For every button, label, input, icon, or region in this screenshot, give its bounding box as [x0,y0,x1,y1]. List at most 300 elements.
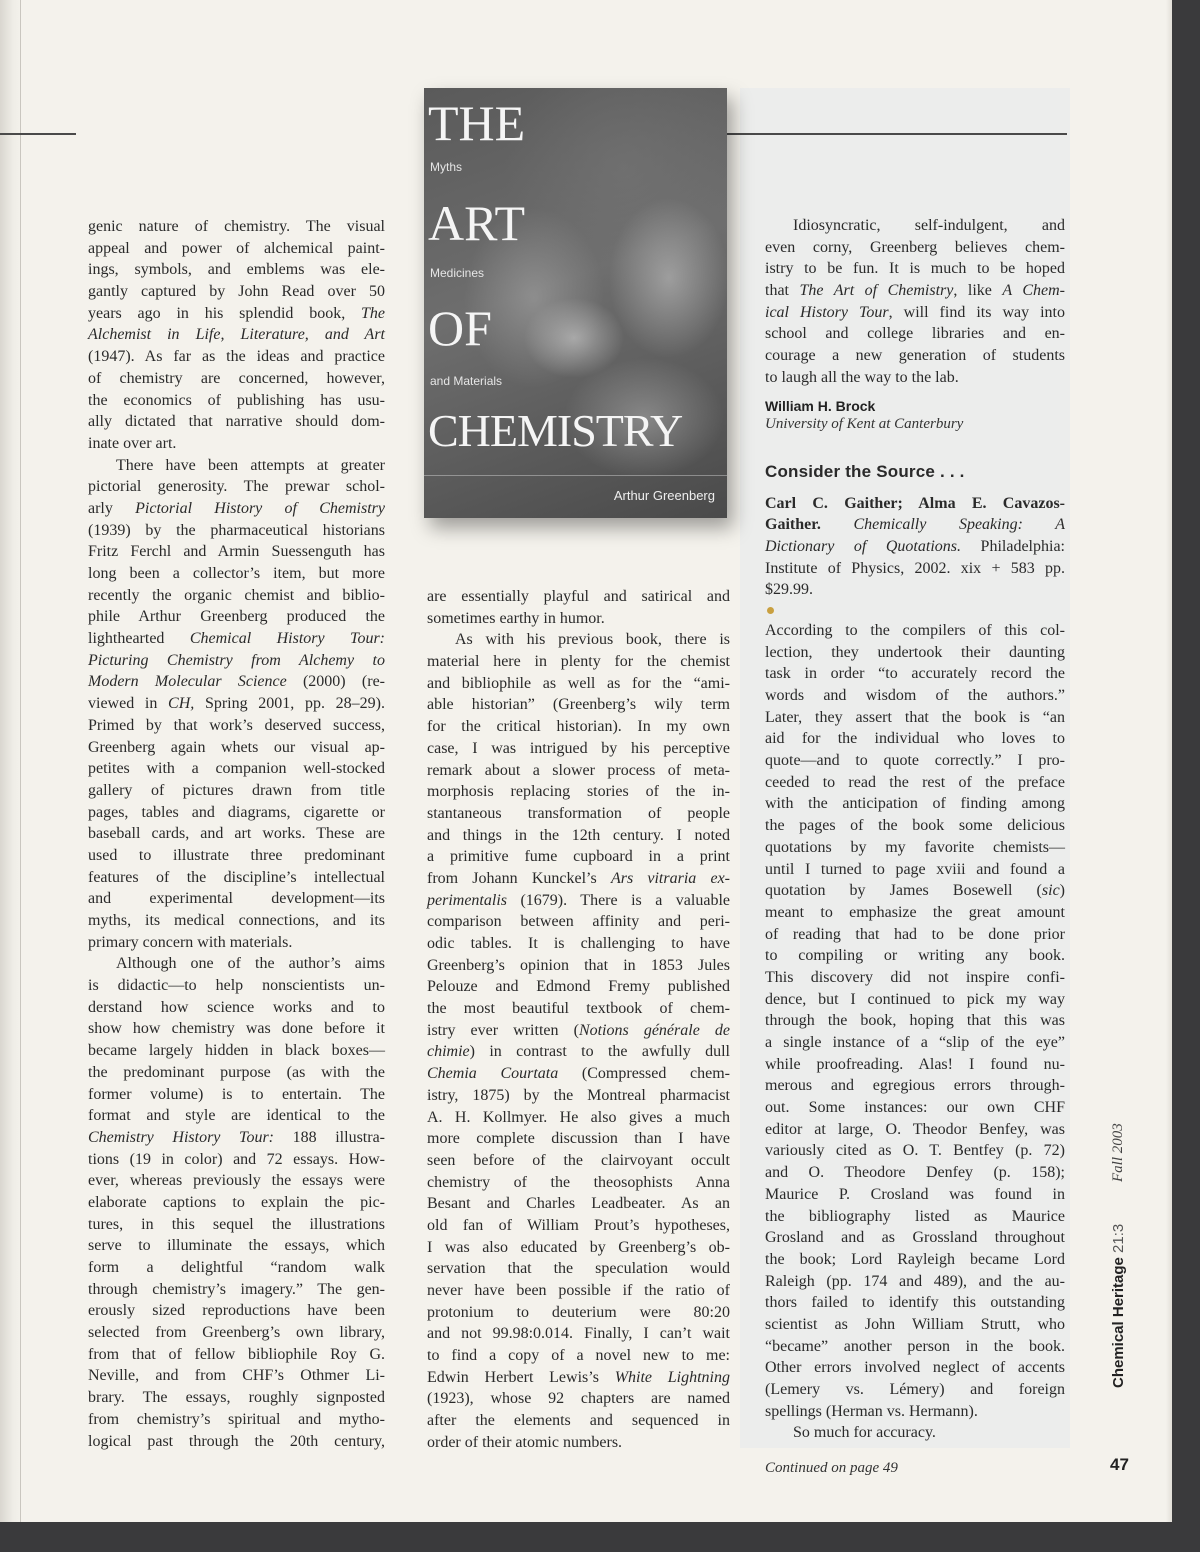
text-segment: Chemia Courtata [427,1065,559,1083]
text-segment: of chemistry are concerned, however, [88,369,385,387]
text-segment: phile Arthur Greenberg produced the [88,608,385,626]
text-segment: pictorial generosity. The prewar schol- [88,478,385,496]
text-line [765,750,1065,772]
text-line [88,758,385,780]
text-line [765,1249,1065,1271]
header-rule-right [727,133,1067,135]
text-segment: Later, they assert that the book is “an [765,708,1065,726]
text-segment: elaborate captions to explain the pic- [88,1193,385,1211]
text-segment: A. H. Kollmyer. He also gives a much [427,1108,730,1126]
text-segment: genic nature of chemistry. The visual [88,218,385,235]
text-segment: brary. The essays, roughly signposted [88,1389,385,1407]
text-segment: tures, in this sequel the illustrations [88,1215,385,1233]
text-line [427,1041,730,1063]
text-line [765,642,1065,664]
text-segment: (1939) by the pharmaceutical historians [88,521,385,539]
text-segment: the economics of publishing has usu- [88,391,385,409]
text-line [88,1344,385,1366]
page-number: 47 [1110,1455,1129,1474]
text-line [88,498,385,520]
text-line [427,890,730,912]
text-segment: A Chem- [1002,282,1066,300]
text-line [427,1410,730,1432]
text-line [765,1314,1065,1336]
text-line [88,1257,385,1279]
text-line [765,1010,1065,1032]
text-segment: The [361,304,385,322]
review-conclusion [765,215,1065,389]
text-line [765,493,1065,515]
text-segment: Alchemist in Life, Literature, and Art [88,326,385,344]
text-line [765,579,1065,601]
text-segment: , will find its way into [888,303,1065,321]
text-segment: dence, but I continued to pick my way [765,990,1065,1008]
text-segment: the pages of the book some delicious [765,817,1065,835]
text-line [88,1322,385,1344]
text-segment: seen before of the clairvoyant occult [427,1151,730,1169]
section-heading: Consider the Source . . . [765,461,965,481]
text-segment: There have been attempts at greater [116,456,385,474]
text-segment: 188 illustra- [274,1128,385,1146]
text-segment: format and style are identical to the [88,1107,385,1125]
text-line [765,707,1065,729]
text-line [765,902,1065,924]
text-segment: variously cited as O. T. Bentfey (p. 72) [765,1142,1065,1160]
text-line [765,1075,1065,1097]
text-segment: appeal and power of alchemical paint- [88,239,385,257]
text-segment: lection, they undertook their daunting [765,643,1065,661]
text-segment: myths, its medical connections, and its [88,912,385,929]
text-segment: morphosis replacing stories of the in- [427,783,730,801]
text-segment: ical History Tour [765,303,889,321]
text-line [88,541,385,563]
text-segment: selected from Greenberg’s own library, [88,1324,385,1342]
text-segment: istry to be fun. It is much to be hoped [765,260,1065,278]
text-line [765,1379,1065,1401]
text-line [88,845,385,867]
text-segment: ceeded to read the rest of the preface [765,773,1065,791]
text-line [765,237,1065,259]
cover-title-line: THE [428,95,526,151]
text-line [765,323,1065,345]
text-line [765,1140,1065,1162]
text-segment: Edwin Herbert Lewis’s [427,1368,615,1386]
bullet-row [765,601,1065,620]
text-line [88,1409,385,1431]
text-segment: protonium to deuterium were 80:20 [427,1303,730,1321]
text-segment: servation that the speculation would [427,1260,730,1278]
text-segment: quotation by James Bosewell ( [765,882,1042,900]
text-segment: chemistry of the theosophists Anna [427,1173,730,1191]
text-segment: words and wisdom of the authors.” [765,687,1065,704]
text-line [427,868,730,890]
text-segment: (1947). As far as the ideas and practice [88,348,385,366]
text-segment: Primed by that work’s deserved success, [88,716,385,734]
text-line [88,1127,385,1149]
cover-subtitle-line: Myths [430,160,463,174]
text-line [427,976,730,998]
text-segment: school and college libraries and en- [765,325,1065,343]
text-segment: never have been possible if the ratio of [427,1282,730,1299]
text-line [88,433,385,455]
text-segment: the most beautiful textbook of chem- [427,1000,730,1018]
text-line [427,1215,730,1237]
text-segment: Gaither. [765,516,821,534]
text-line [88,1214,385,1236]
text-segment: ever, whereas previously the essays were [88,1172,385,1190]
text-line [88,693,385,715]
text-segment: more complete discussion than I have [427,1130,730,1148]
text-segment: became largely hidden in black boxes— [88,1042,385,1060]
bullet-dot-icon [767,607,774,614]
text-line [88,259,385,281]
text-line [88,585,385,607]
text-line [427,586,730,608]
cover-rule [424,475,727,476]
text-line [427,1258,730,1280]
text-segment: used to illustrate three predominant [88,846,385,864]
text-segment: courage a new generation of students [765,347,1065,365]
text-line [427,673,730,695]
text-segment: White Lightning [614,1368,730,1386]
text-segment: Other errors involved neglect of accents [765,1359,1065,1377]
text-segment: ings, symbols, and emblems was ele- [88,261,385,279]
text-line [427,1345,730,1367]
text-segment: case, I was intrigued by his perceptive [427,739,730,757]
text-line [427,694,730,716]
text-segment: are essentially playful and satirical and [427,588,730,605]
text-segment: serve to illuminate the essays, which [88,1237,385,1255]
text-segment: Grosland and as Grossland throughout [765,1229,1065,1247]
text-line [88,1105,385,1127]
text-segment: is didactic—to help nonscientists un- [88,977,385,995]
text-segment: inate over art. [88,434,177,452]
text-segment: istry ever written ( [427,1021,579,1039]
text-segment: odic tables. It is challenging to have [427,935,730,952]
text-line [427,825,730,847]
text-segment: arly [88,499,136,517]
text-segment: (Lemery vs. Lémery) and foreign [765,1381,1065,1398]
text-segment: Institute of Physics, 2002. xix + 583 pp. [765,559,1065,577]
text-segment: the book; Lord Rayleigh became Lord [765,1250,1065,1268]
text-line [427,629,730,651]
text-line [427,803,730,825]
text-line [88,1387,385,1409]
text-line [88,520,385,542]
text-segment: meant to emphasize the great amount [765,903,1065,921]
text-segment: Maurice P. Crosland was found in [765,1185,1065,1203]
text-segment: ally dictated that narrative should dom- [88,413,385,431]
text-segment: editor at large, O. Theodor Benfey, was [765,1120,1065,1138]
text-line [427,1323,730,1345]
text-line [88,932,385,954]
text-line [427,716,730,738]
text-line [427,846,730,868]
text-segment: Spring 2001, pp. 28–29). [194,695,386,713]
reviewer-name: William H. Brock [765,397,876,414]
text-line [88,802,385,824]
text-line [765,837,1065,859]
text-segment: Philadelphia: [961,537,1065,555]
text-segment: petites with a companion well-stocked [88,760,385,778]
text-line [765,1357,1065,1379]
column-middle [427,586,730,1454]
text-line [765,345,1065,367]
text-segment: Although one of the author’s aims [116,955,385,973]
reviewer-affiliation: University of Kent at Canterbury [765,415,964,432]
text-line [427,1020,730,1042]
text-line [765,989,1065,1011]
text-segment: to laugh all the way to the lab. [765,368,959,386]
text-line [88,737,385,759]
text-line [765,685,1065,707]
text-line [427,1237,730,1259]
text-line [88,1300,385,1322]
text-line [765,1119,1065,1141]
text-segment: remark about a slower process of meta- [427,761,730,779]
text-segment: recently the organic chemist and biblio- [88,586,385,604]
text-segment: years ago in his splendid book, [88,304,361,322]
text-segment: order of their atomic numbers. [427,1433,623,1451]
text-line [765,1292,1065,1314]
text-line [88,390,385,412]
text-segment: quotations by my favorite chemists— [765,838,1065,856]
text-segment: and bibliophile as well as for the “ami- [427,674,730,692]
text-segment: gallery of pictures drawn from title [88,781,385,799]
text-line [88,910,385,932]
text-segment: the bibliography listed as Maurice [765,1207,1065,1225]
journal-name: Chemical Heritage [1110,1257,1127,1388]
text-line [88,823,385,845]
text-line [88,671,385,693]
text-line [765,772,1065,794]
text-segment: (1923), whose 92 chapters are named [427,1390,730,1408]
text-line [765,1422,1065,1444]
text-segment: Chemically Speaking: A [853,516,1066,534]
text-segment: sic [1041,882,1060,900]
text-line [765,1401,1065,1423]
text-line [427,1388,730,1410]
text-segment: derstand how science works and to [88,998,385,1016]
text-line [765,1162,1065,1184]
text-line [765,728,1065,750]
text-line [765,859,1065,881]
text-line [88,238,385,260]
text-line [765,558,1065,580]
text-segment: features of the discipline’s intellectual [88,868,385,886]
text-segment: comparison between affinity and peri- [427,913,730,931]
text-segment: pages, tables and diagrams, cigarette or [88,803,385,821]
text-segment: quote—and to quote correctly.” I pro- [765,752,1065,770]
text-segment: Carl C. Gaither; Alma E. Cavazos- [765,494,1065,512]
text-line [427,781,730,803]
text-line [427,738,730,760]
text-line [427,1302,730,1324]
text-line [765,815,1065,837]
text-segment: Pictorial History of Chemistry [135,499,386,517]
text-segment [821,516,854,533]
text-line [427,1172,730,1194]
text-segment: Idiosyncratic, self-indulgent, and [793,217,1065,234]
cover-subtitle-line: and Materials [430,374,503,388]
text-line [765,1206,1065,1228]
text-segment: to find a copy of a novel new to me: [427,1347,730,1365]
text-line [88,650,385,672]
text-segment: scientist as John William Strutt, who [765,1315,1065,1333]
text-line [88,1192,385,1214]
text-segment: thors failed to identify this outstanding [765,1294,1065,1312]
text-line [427,651,730,673]
text-line [765,215,1065,237]
text-segment: , like [953,282,1003,300]
text-segment: form a delightful “random walk [88,1259,385,1276]
text-segment: Modern Molecular Science [88,673,287,691]
text-segment: with the anticipation of finding among [765,795,1065,813]
text-segment: even corny, Greenberg believes chem- [765,238,1065,256]
text-segment: old fan of William Prout’s hypotheses, [427,1216,730,1234]
column-left [88,216,385,1452]
text-segment: of reading that had to be done prior [765,925,1065,943]
text-line [427,955,730,977]
text-segment: ) in contrast to the awfully dull [469,1043,730,1061]
text-segment: tions (19 in color) and 72 essays. How- [88,1150,385,1168]
text-segment: $29.99. [765,581,813,599]
text-line [88,1170,385,1192]
text-segment: from chemistry’s spiritual and mytho- [88,1410,385,1428]
text-segment: Neville, and from CHF’s Othmer Li- [88,1367,385,1385]
text-segment: gantly captured by John Read over 50 [88,283,385,301]
text-segment: baseball cards, and art works. These are [88,825,385,843]
text-line [765,663,1065,685]
text-segment: Notions générale de [578,1021,731,1039]
text-segment: Pelouze and Edmond Fremy published [427,978,730,996]
text-segment: Greenberg’s opinion that in 1853 Jules [427,956,730,974]
text-segment: Picturing Chemistry from Alchemy to [88,651,385,669]
text-segment: As with his previous book, there is [455,631,730,649]
text-segment: erously sized reproductions have been [88,1302,385,1320]
text-segment: stantaneous transformation of people [427,804,730,822]
text-line [88,368,385,390]
cover-title-line: ART [428,195,525,251]
book-cover-image [424,88,727,518]
text-line [88,216,385,238]
text-segment: merous and egregious errors through- [765,1077,1065,1095]
text-segment: and things in the 12th century. I noted [427,826,730,844]
text-line [765,367,1065,389]
text-line [765,1227,1065,1249]
text-segment: aid for the individual who loves to [765,730,1065,748]
text-line [88,780,385,802]
text-line [427,911,730,933]
text-line [88,346,385,368]
text-line [765,924,1065,946]
text-segment: Chemistry History Tour: [88,1128,274,1146]
text-line [765,1184,1065,1206]
text-segment: material here in plenty for the chemist [427,653,730,671]
text-segment: lighthearted [88,630,190,648]
text-line [765,1271,1065,1293]
text-segment: viewed in [88,695,169,713]
issue-date: Fall 2003 [1110,1123,1126,1182]
text-line [88,563,385,585]
column-right [765,215,1065,1444]
text-segment: through chemistry’s imagery.” The gen- [88,1280,385,1298]
text-segment: chimie [427,1043,470,1061]
text-segment: from that of fellow bibliophile Roy G. [88,1345,385,1363]
text-line [427,998,730,1020]
text-line [88,715,385,737]
text-line [88,324,385,346]
review-body [765,620,1065,1444]
text-segment: while proofreading. Alas! I found nu- [765,1055,1065,1073]
cover-title-line: CHEMISTRY [428,405,683,456]
text-line [765,1097,1065,1119]
text-line [88,476,385,498]
text-segment: a single instance of a “slip of the eye” [765,1034,1065,1051]
text-line [427,933,730,955]
text-segment: through the book, hoping that this was [765,1012,1065,1030]
text-line [88,1235,385,1257]
text-line [88,888,385,910]
text-line [88,1084,385,1106]
text-line [88,1018,385,1040]
text-line [427,1280,730,1302]
cover-title-line: OF [428,300,492,356]
text-segment: from Johann Kunckel’s [427,869,611,887]
text-line [427,608,730,630]
text-line [765,1032,1065,1054]
gutter [20,0,21,1522]
text-line [88,1279,385,1301]
text-segment: (Compressed chem- [558,1065,731,1083]
text-line [765,1336,1065,1358]
text-segment: perimentalis [427,891,507,909]
text-segment: Besant and Charles Leadbeater. As an [427,1195,730,1213]
text-segment: So much for accuracy. [793,1424,936,1442]
issue-number: 21:3 [1110,1223,1127,1253]
text-line [88,1062,385,1084]
text-segment: Fritz Ferchl and Armin Suessenguth has [88,543,385,561]
text-line [88,867,385,889]
cover-subtitle-line: Medicines [430,266,485,280]
text-line [765,620,1065,642]
text-line [765,258,1065,280]
text-line [765,967,1065,989]
text-line [88,1431,385,1453]
text-segment: Greenberg again whets our visual ap- [88,738,385,756]
text-line [765,1054,1065,1076]
text-segment: I was also educated by Greenberg’s ob- [427,1238,730,1256]
text-line [88,1149,385,1171]
text-segment: and not 99.98:0.014. Finally, I can’t wait [427,1325,730,1343]
text-segment: sometimes earthy in humor. [427,609,605,627]
text-line [427,1085,730,1107]
text-segment: ) [1059,882,1065,900]
text-line [765,536,1065,558]
text-segment: able historian” (Greenberg’s wily term [427,696,730,714]
text-line [88,303,385,325]
text-line [427,1432,730,1454]
text-segment: long been a collector’s item, but more [88,565,385,582]
text-segment: logical past through the 20th century, [88,1432,385,1450]
text-segment: after the elements and sequenced in [427,1412,730,1430]
text-segment: According to the compilers of this col- [765,621,1065,639]
text-segment: primary concern with materials. [88,933,293,951]
book-citation [765,493,1065,601]
text-line [427,1063,730,1085]
text-segment: spellings (Herman vs. Hermann). [765,1402,978,1420]
text-segment: The Art of Chemistry [799,282,954,300]
